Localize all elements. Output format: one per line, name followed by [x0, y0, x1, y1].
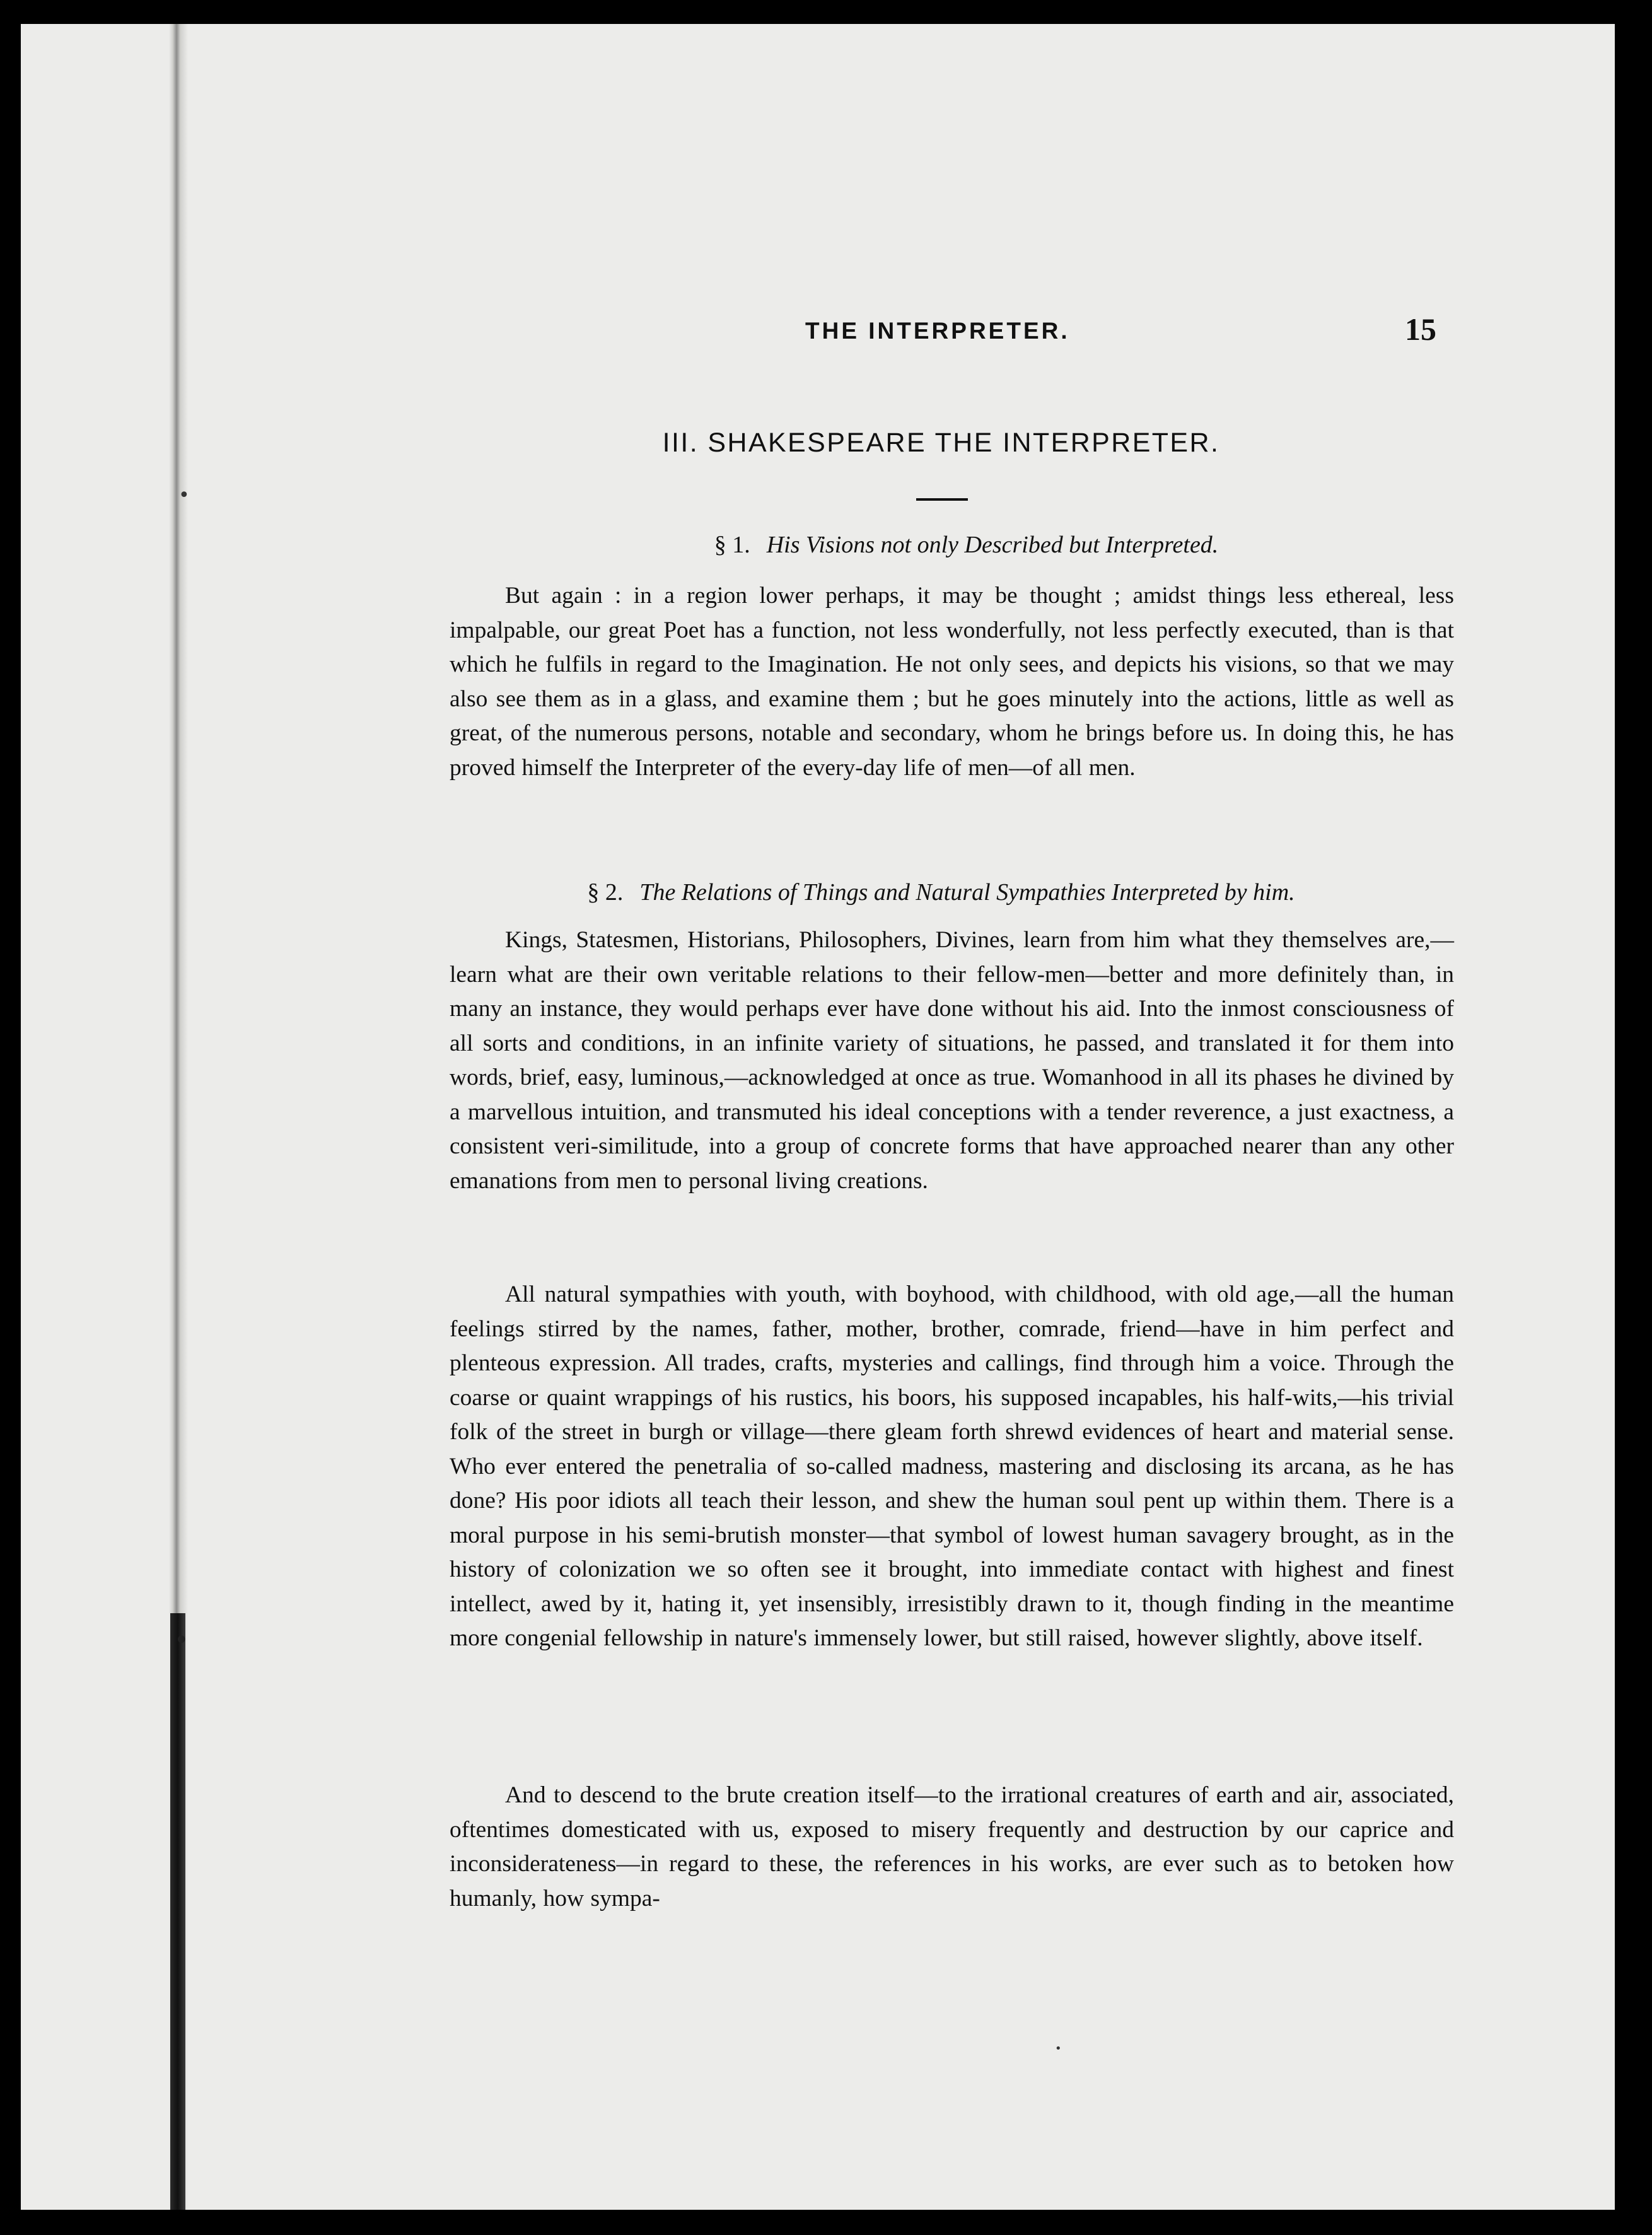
binding-blot-icon: •	[174, 1626, 189, 1655]
chapter-title: III. SHAKESPEARE THE INTERPRETER.	[662, 428, 1220, 458]
page-content	[432, 24, 1454, 2210]
running-title: THE INTERPRETER.	[805, 318, 1070, 344]
section-heading-1	[457, 528, 1475, 561]
binding-shadow	[170, 1613, 185, 2210]
running-head	[432, 308, 1450, 358]
book-page	[21, 24, 1615, 2210]
paragraph: Kings, Statesmen, Historians, Philosophers, Divines, learn from him what they themselves are,—learn what are their own veritable relations to their fellow-men—better and more definitely than, in many an instance, they would perhaps ever have done without his aid. Into the inmost consciousness of all sorts and conditions, in an infinite variety of situations, he passed, and translated it for them into words, brief, easy, luminous,—acknowledged at once as true. Womanhood in all its phases he divined by a marvellous intuition, and transmuted his ideal conceptions with a tender reverence, a just exactness, a consistent veri-similitude, into a group of concrete forms that have approached nearer than any other emanations from men to personal living creations.	[450, 927, 1454, 1194]
stray-dot-icon: •	[1055, 2042, 1062, 2055]
section-mark: § 1.	[714, 532, 750, 558]
section-heading-2	[432, 876, 1450, 909]
paragraph: But again : in a region lower perhaps, it may be thought ; amidst things less ethereal, less impalpable, our great Poet has a function, not less wonderfully, not less perfectly executed, than is that which he fulfils in regard to the Imagination. He not only sees, and depicts his visions, so that we may also see them as in a glass, and examine them ; but he goes minutely into the actions, little as well as great, of the numerous persons, notable and secondary, whom he brings before us. In doing this, he has proved himself the Interpreter of the every-day life of men—of all men.	[450, 583, 1454, 781]
stray-mark-icon: •	[178, 484, 190, 506]
section-heading-text: His Visions not only Described but Interpreted.	[766, 532, 1219, 558]
section-heading-text: The Relations of Things and Natural Sympathies Interpreted by him.	[639, 879, 1295, 906]
section-mark: § 2.	[587, 879, 624, 906]
page-number: 15	[1405, 312, 1436, 347]
paragraph: And to descend to the brute creation itself—to the irrational creatures of earth and air, associated, oftentimes domesticated with us, exposed to misery frequently and destruction by our caprice and inconsiderateness—in regard to these, the references in his works, are ever such as to betoken how humanly, how sympa-	[450, 1782, 1454, 1911]
paragraph: All natural sympathies with youth, with boyhood, with childhood, with old age,—all the human feelings stirred by the names, father, mother, brother, comrade, friend—have in him perfect and plenteous expression. All trades, crafts, mysteries and callings, find through him a voice. Through the coarse or quaint wrappings of his rustics, his boors, his supposed incapables, his half-wits,—his trivial folk of the street in burgh or village—there gleam forth shrewd evidences of heart and material sense. Who ever entered the penetralia of so-called madness, mastering and disclosing its arcana, as he has done? His poor idiots all teach their lesson, and shew the human soul pent up within them. There is a moral purpose in his semi-brutish monster—that symbol of lowest human savagery brought, as in the history of colonization we so often see it brought, into immediate contact with highest and finest intellect, awed by it, hating it, yet insensibly, irresistibly drawn to it, though finding in the meantime more congenial fellowship in nature's immensely lower, but still raised, however slightly, above itself.	[450, 1281, 1454, 1651]
title-rule	[916, 498, 968, 501]
